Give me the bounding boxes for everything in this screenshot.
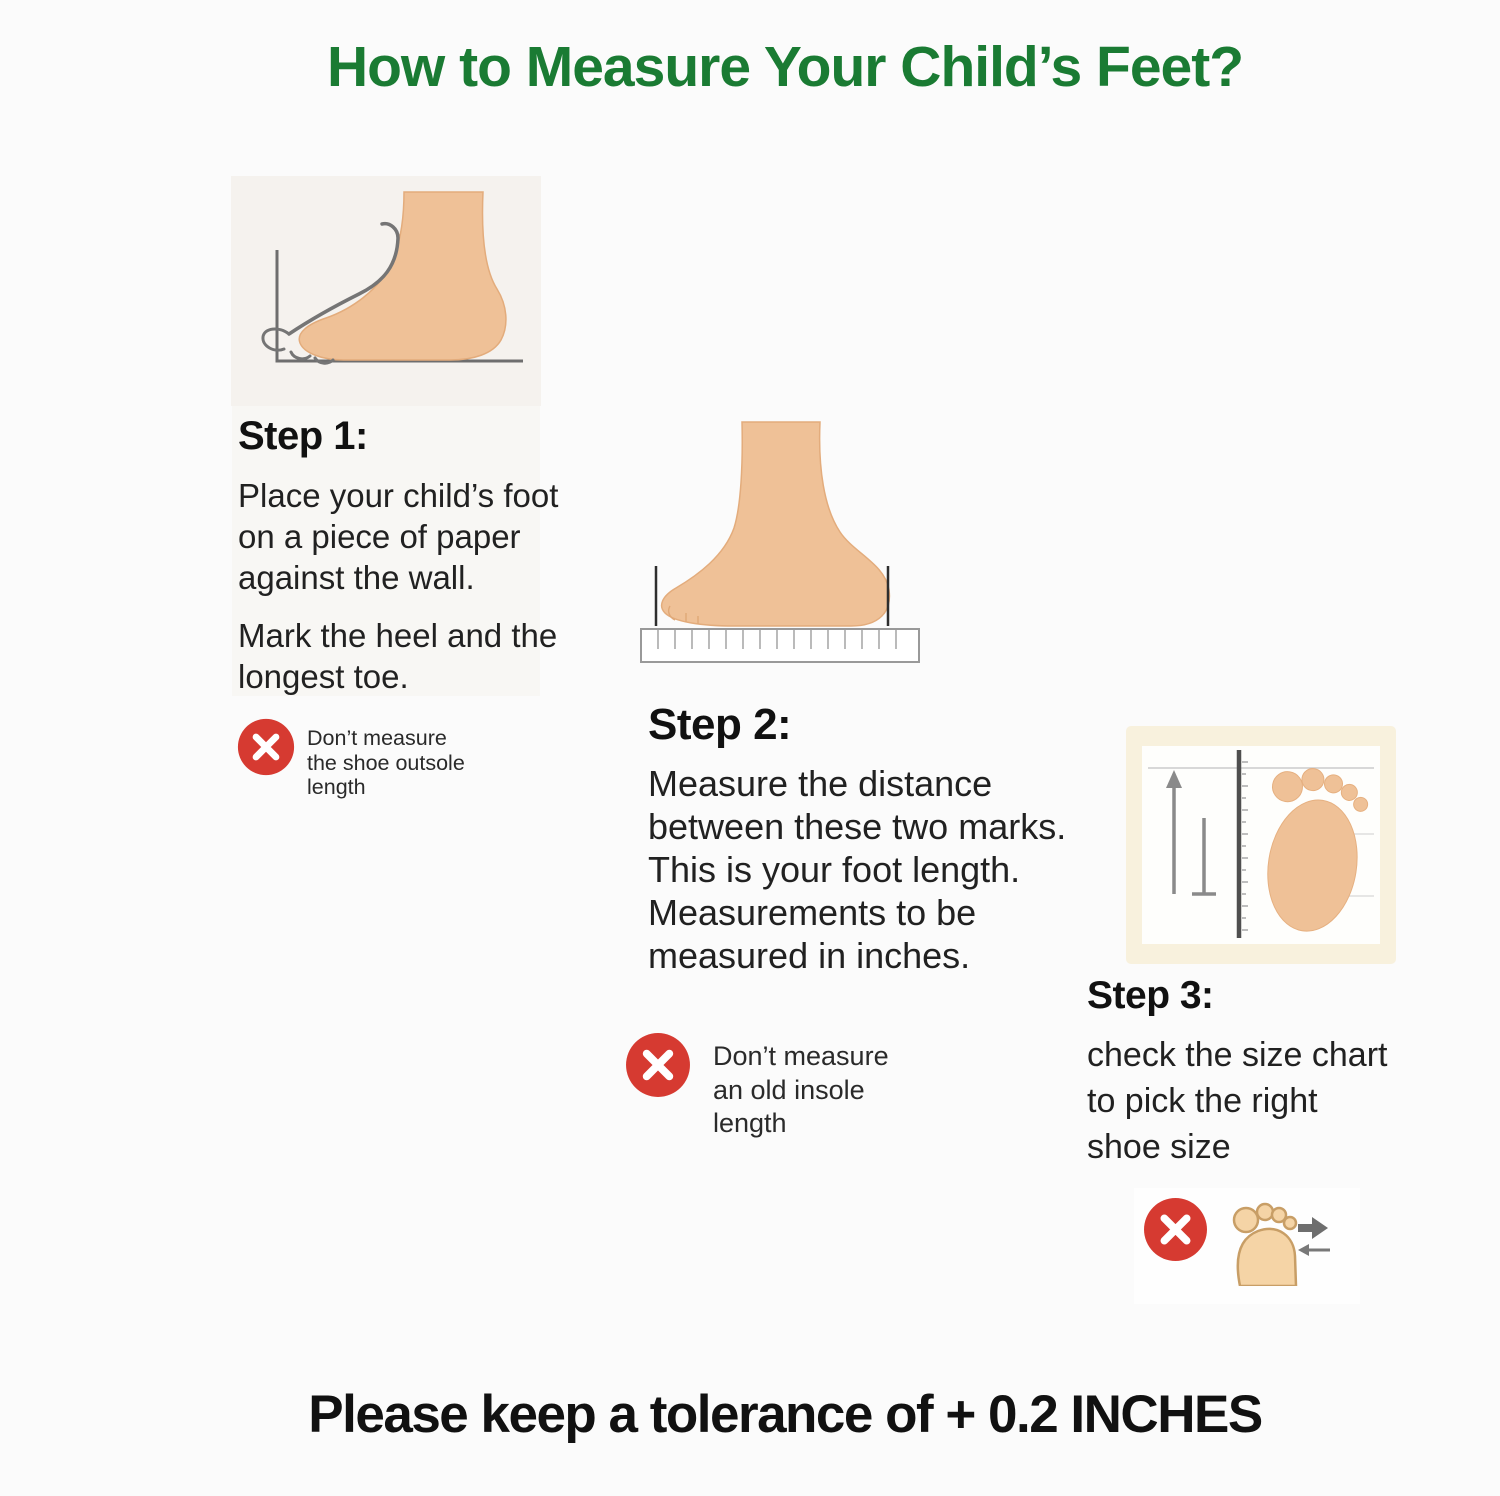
step1-text-line: Place your child’s foot [238, 477, 559, 514]
step2-paragraph-1 [648, 762, 1088, 977]
step1-text-line: against the wall. [238, 559, 475, 596]
step3-text-line: shoe size [1087, 1128, 1231, 1166]
page-title: How to Measure Your Child’s Feet? [326, 35, 1244, 99]
step2-heading: Step 2: [648, 700, 792, 749]
step3-text-line: check the size chart [1087, 1036, 1388, 1074]
measure-arrows-icon [1296, 1214, 1332, 1258]
step2-text-line: measured in inches. [648, 935, 971, 976]
step3-warning [1143, 1197, 1208, 1262]
step2-section [648, 700, 1088, 977]
warning-line: an old insole [713, 1074, 865, 1105]
step2-text-line: Measurements to be [648, 892, 977, 933]
warning-line: Don’t measure [713, 1041, 889, 1071]
step3-paragraph-1 [1087, 1032, 1417, 1170]
step2-text-line: Measure the distance [648, 763, 993, 804]
step1-text-line: Mark the heel and the [238, 617, 558, 654]
step2-warning-text [713, 1040, 889, 1141]
footprint-size-chart-illustration [1126, 726, 1396, 964]
foot-ruler-icon [636, 416, 926, 666]
step1-paragraph-2 [238, 615, 568, 697]
dont-x-icon [1143, 1197, 1208, 1262]
step3-text-line: to pick the right [1087, 1082, 1318, 1120]
step1-heading: Step 1: [238, 414, 368, 458]
step2-warning [625, 1032, 889, 1141]
step1-paragraph-1 [238, 475, 568, 598]
foot-on-ruler-illustration [636, 416, 926, 666]
step1-text-line: on a piece of paper [238, 518, 521, 555]
warning-line: Don’t measure [307, 726, 447, 750]
step2-text-line: This is your foot length. [648, 849, 1021, 890]
step1-warning-text [307, 726, 465, 800]
dont-x-icon [237, 718, 295, 776]
foot-against-wall-illustration [231, 176, 541, 406]
warning-line: length [713, 1108, 787, 1138]
warning-line: length [307, 775, 366, 799]
dont-x-icon [625, 1032, 691, 1098]
step1-section [238, 414, 568, 697]
step1-text-line: longest toe. [238, 658, 409, 695]
step2-text-line: between these two marks. [648, 806, 1067, 847]
step3-heading: Step 3: [1087, 974, 1214, 1017]
tolerance-note: Please keep a tolerance of + 0.2 INCHES [308, 1385, 1262, 1444]
partial-foot-icon [1230, 1198, 1298, 1286]
warning-line: the shoe outsole [307, 750, 465, 775]
foot-side-icon [231, 176, 541, 406]
footprint-chart-icon [1126, 726, 1396, 964]
step1-warning [237, 718, 465, 800]
step3-section [1087, 974, 1417, 1170]
